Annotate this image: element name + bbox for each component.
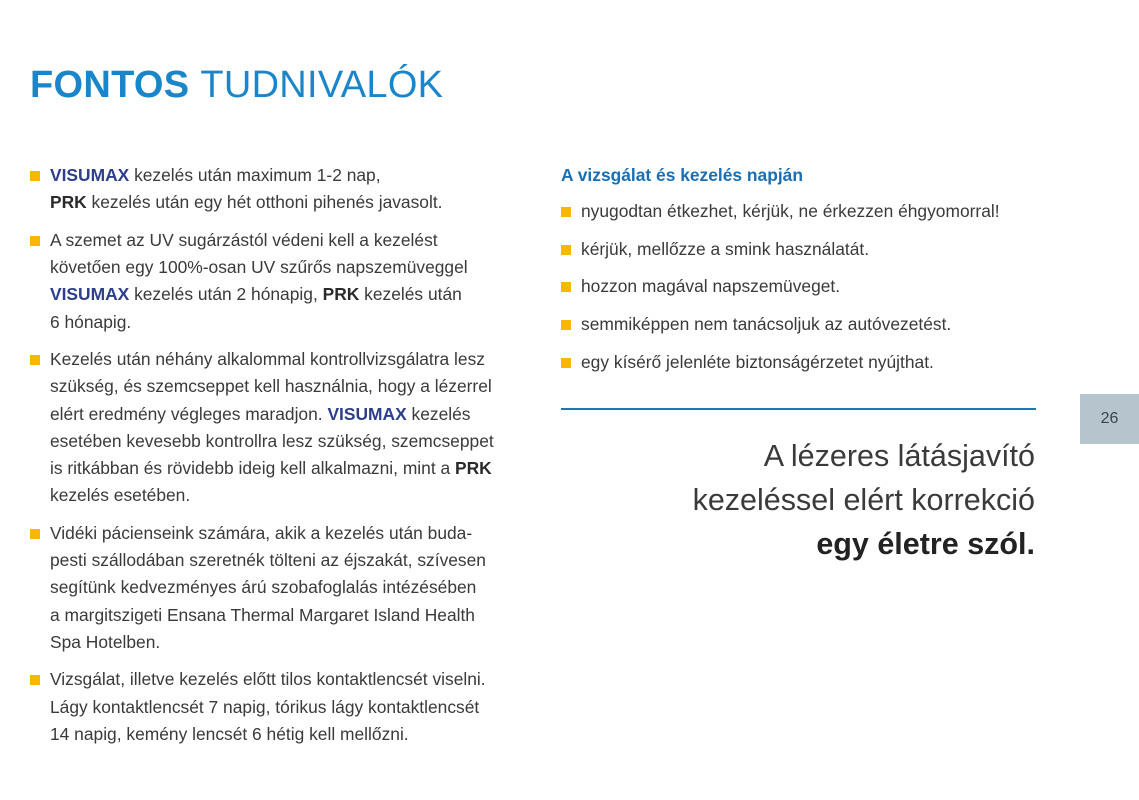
item-text: esetében kevesebb kontrollra lesz szükség, szemcseppet — [50, 430, 494, 451]
quote-line: kezeléssel elért korrekció — [692, 483, 1035, 517]
item-text: nyugodtan étkezhet, kérjük, ne érkezzen éhgyomorral! — [581, 201, 1000, 221]
list-item — [561, 273, 1036, 300]
square-bullet-icon — [30, 675, 40, 685]
item-text: hozzon magával napszemüveget. — [581, 276, 841, 297]
brand-visumax: VISUMAX — [327, 403, 407, 424]
item-text: kezelés után maximum 1-2 nap, — [129, 165, 381, 185]
square-bullet-icon — [561, 320, 571, 330]
list-item — [561, 311, 1036, 338]
square-bullet-icon — [561, 245, 571, 255]
brand-prk: PRK — [50, 192, 87, 213]
page-title-bold: FONTOS — [30, 64, 190, 106]
page-title — [30, 62, 443, 108]
item-text: Vizsgálat, illetve kezelés előtt tilos kontaktlencsét viselni. — [50, 669, 486, 690]
list-item — [561, 349, 1036, 376]
list-item — [30, 346, 510, 509]
item-text: egy kísérő jelenléte biztonságérzetet nyújthat. — [581, 351, 934, 372]
exam-day-section — [561, 162, 1036, 387]
item-text: Vidéki pácienseink számára, akik a kezelés után buda- — [50, 522, 473, 543]
brand-visumax: VISUMAX — [50, 165, 130, 185]
exam-day-heading: A vizsgálat és kezelés napján — [561, 165, 803, 185]
item-text: kezelés után 2 hónapig, — [129, 284, 323, 305]
brand-prk: PRK — [322, 284, 360, 305]
item-text: semmiképpen nem tanácsoljuk az autóvezetést. — [581, 314, 952, 335]
item-text: 14 napig, kemény lencsét 6 hétig kell mellőzni. — [50, 723, 409, 744]
quote-emphasis: egy életre szól. — [816, 527, 1035, 561]
page-title-light: TUDNIVALÓK — [200, 64, 444, 106]
item-text: Kezelés után néhány alkalommal kontrollvizsgálatra lesz — [50, 349, 485, 370]
brand-prk: PRK — [455, 458, 492, 479]
item-text: kezelés után egy hét otthoni pihenés javasolt. — [86, 192, 443, 213]
item-text: 6 hónapig. — [50, 311, 132, 332]
square-bullet-icon — [561, 358, 571, 368]
list-item — [30, 520, 510, 656]
list-item — [561, 236, 1036, 263]
quote-line: A lézeres látásjavító — [763, 439, 1035, 473]
item-text: kezelés esetében. — [50, 485, 191, 506]
square-bullet-icon — [561, 207, 571, 217]
item-text: pesti szállodában szeretnék tölteni az éjszakát, szívesen — [50, 550, 486, 571]
square-bullet-icon — [30, 171, 40, 181]
item-text: kezelés — [406, 403, 471, 424]
page-number-tab — [1080, 394, 1139, 444]
list-item — [30, 162, 510, 216]
item-text: követően egy 100%-osan UV szűrős napszemüveggel — [50, 257, 468, 278]
divider — [561, 408, 1036, 410]
item-text: A szemet az UV sugárzástól védeni kell a kezelést — [50, 229, 438, 250]
item-text: segítünk kedvezményes árú szobafoglalás intézésében — [50, 577, 477, 598]
item-text: Spa Hotelben. — [50, 631, 161, 652]
item-text: a margitszigeti Ensana Thermal Margaret Island Health — [50, 604, 475, 625]
item-text: kezelés után — [359, 284, 462, 305]
square-bullet-icon — [30, 529, 40, 539]
list-item — [561, 198, 1036, 225]
brand-visumax: VISUMAX — [50, 284, 130, 305]
square-bullet-icon — [561, 282, 571, 292]
square-bullet-icon — [30, 236, 40, 246]
item-text: elért eredmény végleges maradjon. — [50, 403, 328, 424]
important-info-list — [30, 162, 510, 759]
item-text: is ritkábban és rövidebb ideig kell alkalmazni, mint a — [50, 458, 456, 479]
page-number: 26 — [1100, 410, 1119, 427]
pull-quote — [693, 434, 1035, 566]
list-item — [30, 227, 510, 336]
item-text: szükség, és szemcseppet kell használnia, hogy a lézerrel — [50, 376, 492, 397]
list-item — [30, 666, 510, 748]
item-text: Lágy kontaktlencsét 7 napig, tórikus lágy kontaktlencsét — [50, 696, 480, 717]
square-bullet-icon — [30, 355, 40, 365]
item-text: kérjük, mellőzze a smink használatát. — [581, 238, 870, 259]
